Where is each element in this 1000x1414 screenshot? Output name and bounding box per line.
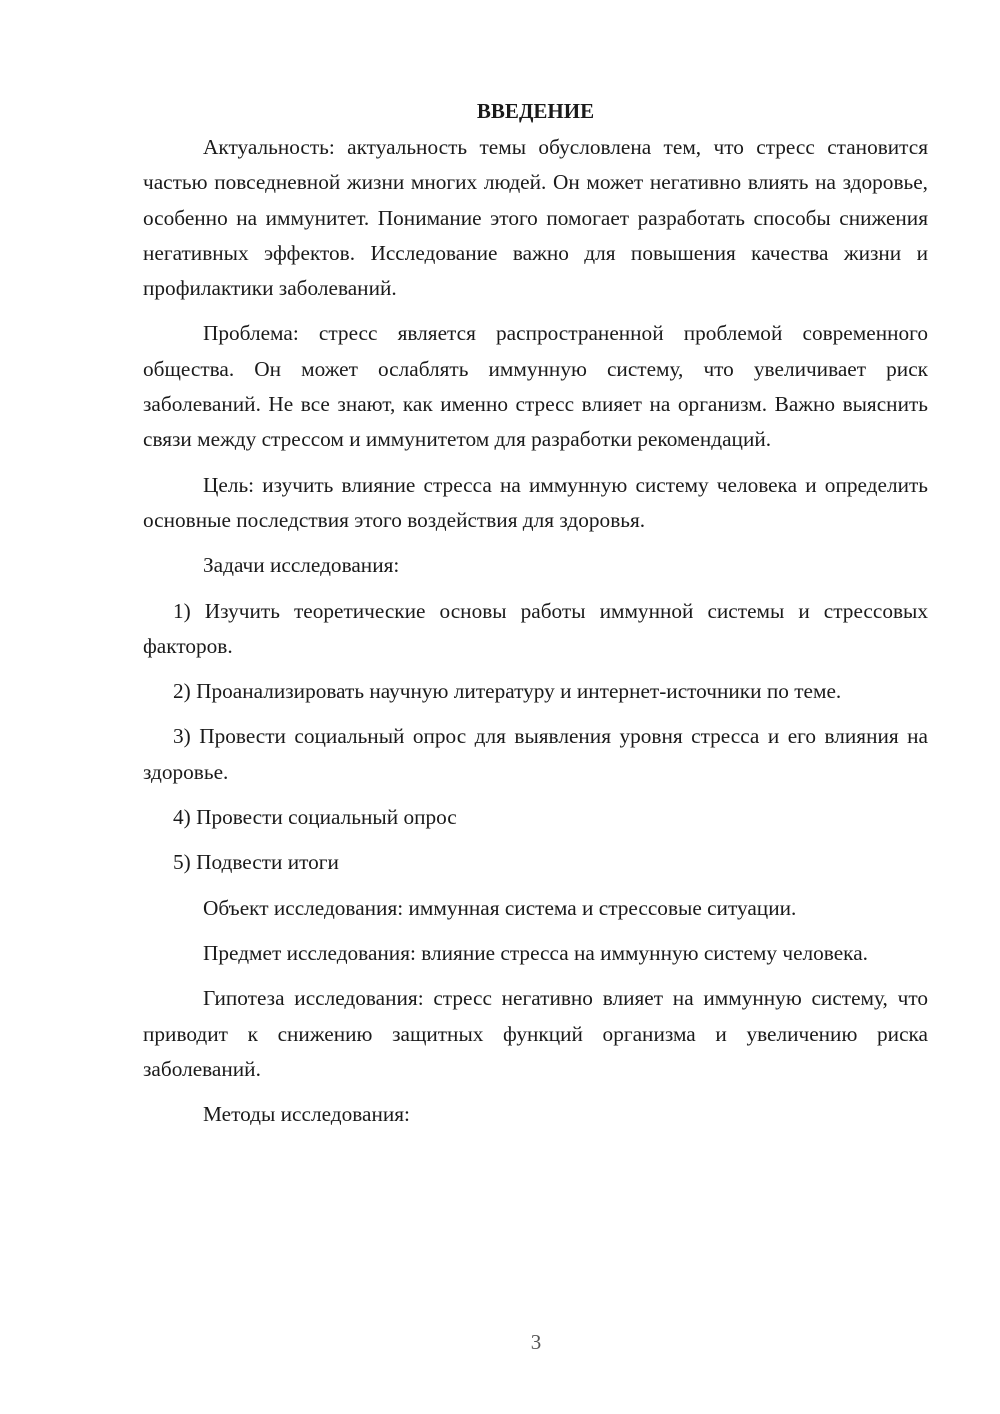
document-page [143,96,928,1142]
goal-paragraph: Цель: изучить влияние стресса на иммунную систему человека и определить основные последствия этого воздействия для здоровья. [143,472,928,532]
section-title: ВВЕДЕНИЕ [476,99,595,123]
task-item-5: 5) Подвести итоги [173,850,339,875]
hypothesis-paragraph: Гипотеза исследования: стресс негативно влияет на иммунную систему, что приводит к снижению защитных функций организма и увеличению риска заболеваний. [143,986,928,1081]
problem-paragraph: Проблема: стресс является распространенной проблемой современного общества. Он может ослаблять иммунную систему, что увеличивает риск заболеваний. Не все знают, как именно стресс влияет на организм. Важно выяснить связи между стрессом и иммунитетом для разработки рекомендаций. [143,321,928,452]
task-item-3: 3) Провести социальный опрос для выявления уровня стресса и его влияния на здоровье. [143,724,928,784]
tasks-heading: Задачи исследования: [203,553,400,578]
task-item-1: 1) Изучить теоретические основы работы иммунной системы и стрессовых факторов. [143,598,928,658]
subject-paragraph: Предмет исследования: влияние стресса на иммунную систему человека. [203,940,868,965]
methods-heading: Методы исследования: [203,1102,410,1127]
task-item-2: 2) Проанализировать научную литературу и интернет-источники по теме. [173,679,842,704]
task-item-4: 4) Провести социальный опрос [173,805,457,830]
object-paragraph: Объект исследования: иммунная система и стрессовые ситуации. [203,895,797,920]
relevance-paragraph: Актуальность: актуальность темы обусловлена тем, что стресс становится частью повседневной жизни многих людей. Он может негативно влиять на здоровье, особенно на иммунитет. Понимание этого помогает разработать способы снижения негативных эффектов. Исследование важно для повышения качества жизни и профилактики заболеваний. [143,135,928,301]
page-number: 3 [530,1330,542,1354]
